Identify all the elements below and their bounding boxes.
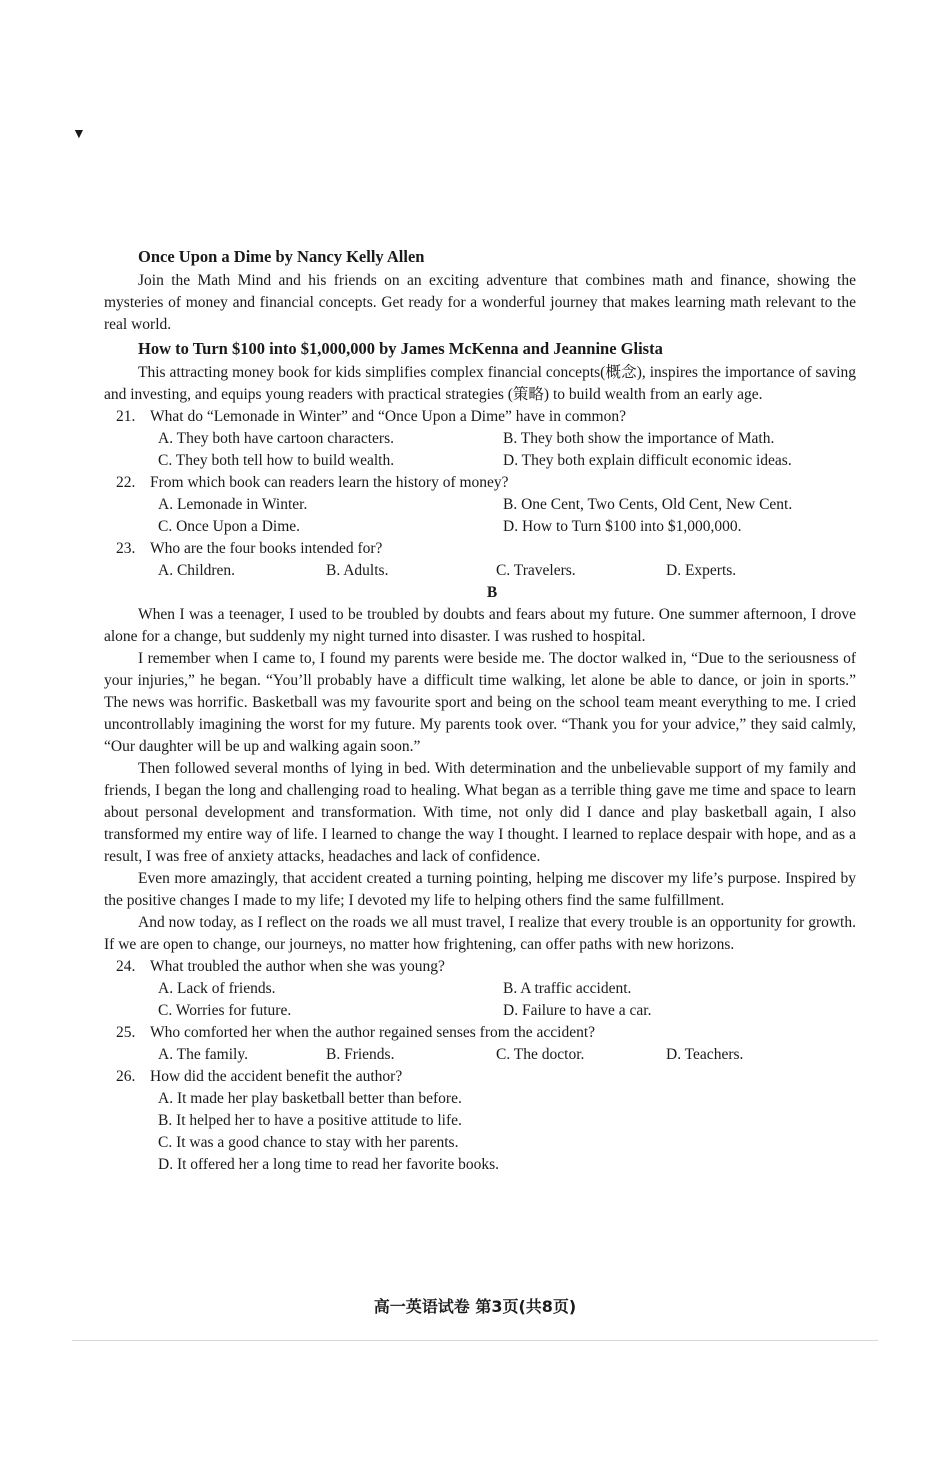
option-b: B. Friends. [326,1046,395,1063]
footer-divider [72,1340,878,1341]
option-d: D. Failure to have a car. [503,1002,652,1019]
passage-paragraph: When I was a teenager, I used to be troubled by doubts and fears about my future. One summer afternoon, I drove alone for a change, but suddenly my night turned into disaster. I was rushed to hospital. [104,606,856,645]
question-number: 26. [116,1068,136,1085]
question-21 [104,406,856,472]
question-number: 24. [116,958,136,975]
page-content [104,244,856,1176]
option-c: C. Travelers. [496,562,576,579]
book-1 [104,246,856,336]
book-1-description: Join the Math Mind and his friends on an exciting adventure that combines math and finance, showing the mysteries of money and financial concepts. Get ready for a wonderful journey that makes learning math relevant to the real world. [104,272,856,333]
option-d: D. It offered her a long time to read her favorite books. [158,1156,500,1173]
page-footer: 高一英语试卷 第3页(共8页) [373,1297,577,1316]
option-a: A. Children. [158,562,236,579]
option-b: B. One Cent, Two Cents, Old Cent, New Cent. [503,496,793,513]
passage-paragraph: Then followed several months of lying in bed. With determination and the unbelievable support of my family and friends, I began the long and challenging road to healing. What began as a terrible thing gave me time and space to learn about personal development and transformation. With time, not only did I dance and play basketball again, I also transformed my entire way of life. I learned to change the way I thought. I learned to replace despair with hope, and as a result, I was free of anxiety attacks, headaches and lack of confidence. [104,760,856,865]
option-c: C. It was a good chance to stay with her parents. [158,1134,459,1151]
options [104,494,856,538]
question-text: Who are the four books intended for? [150,540,383,557]
question-text: Who comforted her when the author regained senses from the accident? [150,1024,596,1041]
book-2-title: How to Turn $100 into $1,000,000 by James McKenna and Jeannine Glista [138,339,663,358]
option-a: A. Lemonade in Winter. [158,496,308,513]
question-text: How did the accident benefit the author? [150,1068,403,1085]
option-d: D. They both explain difficult economic ideas. [503,452,792,469]
question-number: 25. [116,1024,136,1041]
option-b: B. A traffic accident. [503,980,632,997]
question-number: 22. [116,474,136,491]
option-b: B. Adults. [326,562,389,579]
option-c: C. Worries for future. [158,1002,292,1019]
options [104,1044,856,1066]
options [104,978,856,1022]
option-b: B. They both show the importance of Math. [503,430,775,447]
book-2 [104,338,856,406]
option-a: A. Lack of friends. [158,980,276,997]
question-text: What do “Lemonade in Winter” and “Once Upon a Dime” have in common? [150,408,626,425]
question-23 [104,538,856,582]
book-2-description: This attracting money book for kids simplifies complex financial concepts(概念), inspires the importance of saving and investing, and equips young readers with practical strategies (策略) to build wealth from an early age. [104,364,856,403]
passage-paragraph: And now today, as I reflect on the roads we all must travel, I realize that every trouble is an opportunity for growth. If we are open to change, our journeys, no matter how frightening, can offer paths with new horizons. [104,914,856,953]
section-b-label: B [486,584,498,601]
options [104,560,856,582]
question-22 [104,472,856,538]
options [104,1088,856,1176]
option-b: B. It helped her to have a positive attitude to life. [158,1112,462,1129]
question-number: 21. [116,408,136,425]
option-d: D. How to Turn $100 into $1,000,000. [503,518,742,535]
option-c: C. They both tell how to build wealth. [158,452,395,469]
question-text: From which book can readers learn the history of money? [150,474,509,491]
question-26 [104,1066,856,1176]
passage-paragraph: I remember when I came to, I found my parents were beside me. The doctor walked in, “Due to the seriousness of your injuries,” he began. “You’ll probably have a difficult time walking, let alone be able to dance, or join in sports.” The news was horrific. Basketball was my favourite sport and being on the school team meant everything to me. I cried uncontrollably imagining the worst for my future. My parents took over. “Thank you for your advice,” they said calmly, “Our daughter will be up and walking again soon.” [104,650,856,755]
book-1-title: Once Upon a Dime by Nancy Kelly Allen [138,247,425,266]
question-24 [104,956,856,1022]
corner-mark: ▼ [72,127,86,142]
options [104,428,856,472]
option-d: D. Teachers. [666,1046,744,1063]
option-a: A. It made her play basketball better than before. [158,1090,462,1107]
question-number: 23. [116,540,136,557]
option-d: D. Experts. [666,562,737,579]
option-a: A. The family. [158,1046,248,1063]
passage-b [104,604,856,956]
option-c: C. The doctor. [496,1046,585,1063]
passage-paragraph: Even more amazingly, that accident created a turning pointing, helping me discover my life’s purpose. Inspired by the positive changes I made to my life; I devoted my life to helping others find the same fulfillment. [104,870,856,909]
option-a: A. They both have cartoon characters. [158,430,394,447]
option-c: C. Once Upon a Dime. [158,518,301,535]
question-text: What troubled the author when she was young? [150,958,445,975]
question-25 [104,1022,856,1066]
